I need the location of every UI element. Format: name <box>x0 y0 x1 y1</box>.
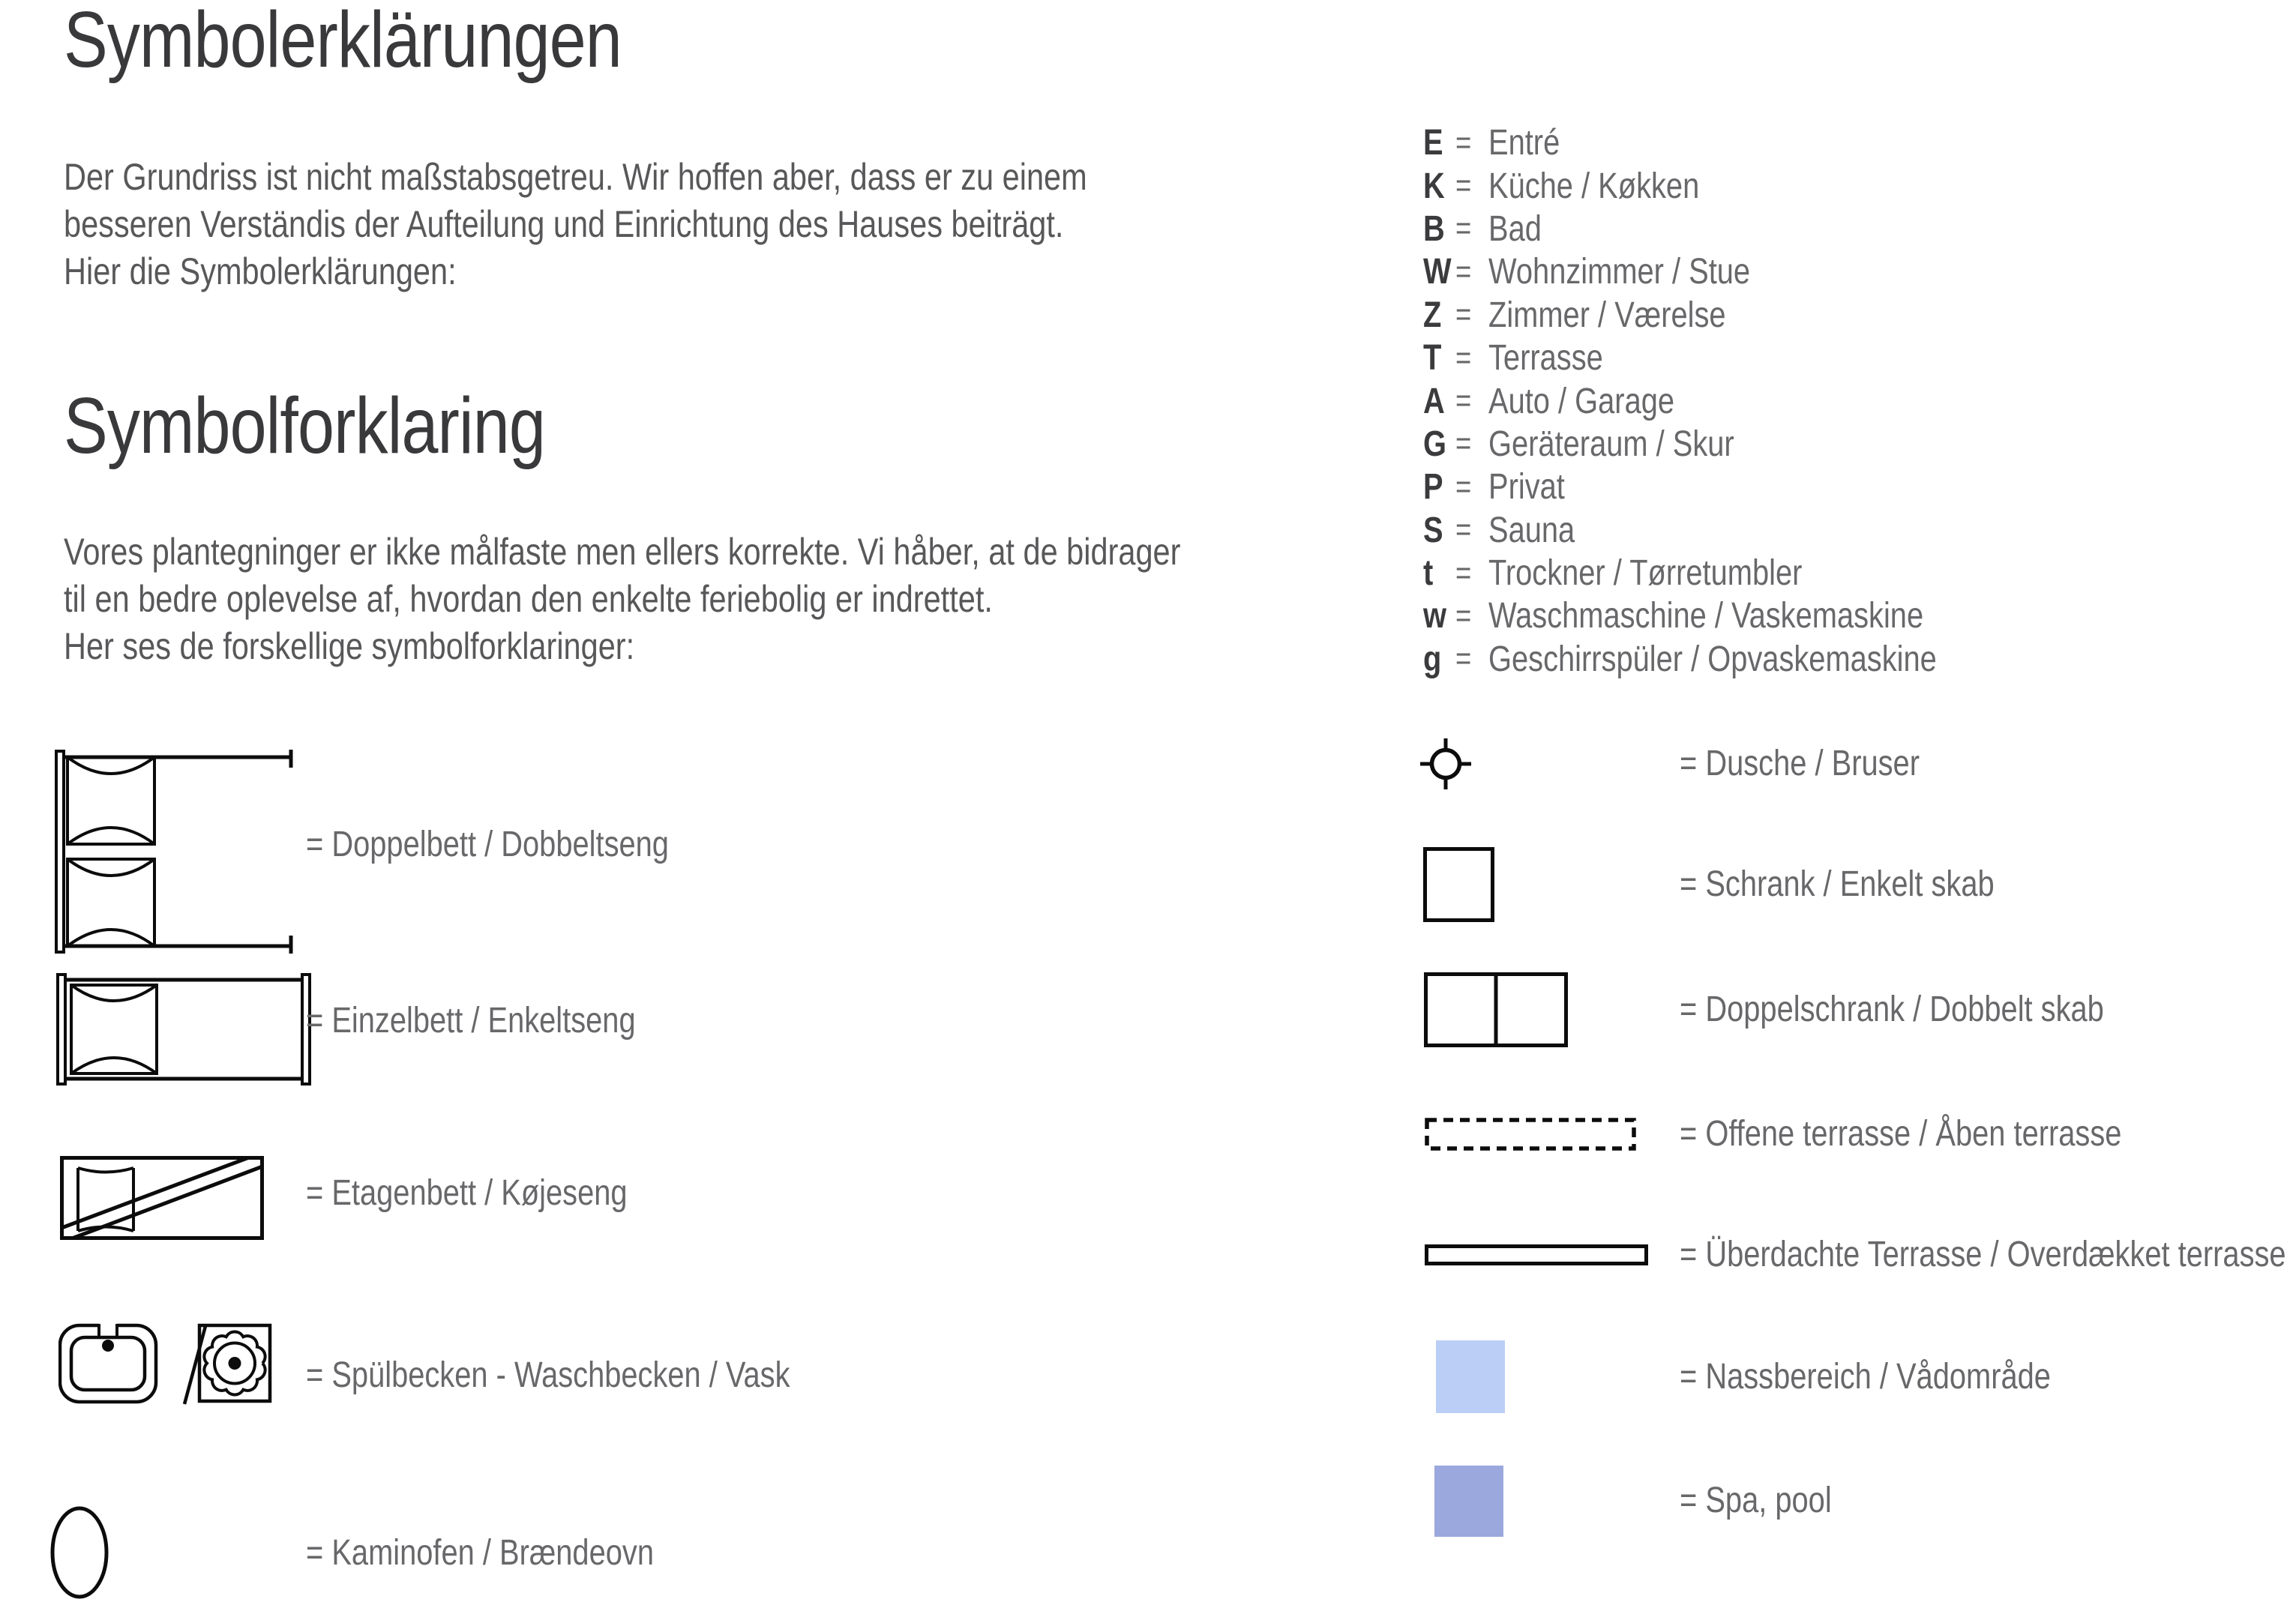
letter-row-w: w = Waschmaschine / Vaskemaskine <box>1423 596 1924 636</box>
letter-row-Z: Z = Zimmer / Værelse <box>1423 295 1726 335</box>
sink-washbasin-label: = Spülbecken - Waschbecken / Vask <box>306 1355 790 1395</box>
double-bed-icon <box>54 750 295 954</box>
letter-row-K: K = Küche / Køkken <box>1423 166 1700 206</box>
double-wardrobe-icon <box>1424 972 1568 1047</box>
letter-row-t: t = Trockner / Tørretumbler <box>1423 553 1803 594</box>
shower-icon <box>1419 738 1472 790</box>
double-bed-label: = Doppelbett / Dobbeltseng <box>306 825 669 864</box>
bunk-bed-label: = Etagenbett / Køjeseng <box>306 1173 628 1213</box>
double-wardrobe-label: = Doppelschrank / Dobbelt skab <box>1680 990 2104 1029</box>
wood-stove-icon <box>46 1505 112 1600</box>
shower-label: = Dusche / Bruser <box>1680 744 1920 783</box>
letter-row-S: S = Sauna <box>1423 510 1575 550</box>
letter-row-E: E = Entré <box>1423 123 1560 163</box>
wet-area-swatch <box>1436 1340 1505 1413</box>
covered-terrace-icon <box>1425 1244 1648 1265</box>
covered-terrace-label: = Überdachte Terrasse / Overdækket terrasse <box>1680 1235 2286 1274</box>
single-bed-label: = Einzelbett / Enkeltseng <box>306 1001 636 1041</box>
letter-row-A: A = Auto / Garage <box>1423 381 1675 421</box>
letter-row-W: W = Wohnzimmer / Stue <box>1423 252 1751 292</box>
wet-area-label: = Nassbereich / Vådområde <box>1680 1357 2051 1397</box>
page-title-danish: Symbolforklaring <box>64 382 545 470</box>
open-terrace-icon <box>1425 1118 1636 1151</box>
intro-paragraph-german: Der Grundriss ist nicht maßstabsgetreu. Wir hoffen aber, dass er zu einem besseren Verständis der Aufteilung und Einrichtung des Hauses beiträgt. Hier die Symbolerklärungen: <box>64 156 1087 292</box>
open-terrace-label: = Offene terrasse / Åben terrasse <box>1680 1114 2122 1154</box>
spa-pool-swatch <box>1434 1466 1503 1537</box>
page-title-german: Symbolerklärungen <box>64 0 622 84</box>
letter-row-P: P = Privat <box>1423 467 1565 508</box>
letter-row-T: T = Terrasse <box>1423 338 1603 379</box>
single-wardrobe-icon <box>1423 847 1494 922</box>
sink-washbasin-icon <box>58 1323 298 1407</box>
single-bed-icon <box>56 973 311 1085</box>
letter-row-G: G = Geräteraum / Skur <box>1423 424 1734 464</box>
letter-legend <box>1423 121 2028 681</box>
single-wardrobe-label: = Schrank / Enkelt skab <box>1680 864 1995 904</box>
spa-pool-label: = Spa, pool <box>1680 1481 1832 1520</box>
bunk-bed-icon <box>60 1156 264 1240</box>
letter-row-B: B = Bad <box>1423 208 1542 249</box>
letter-row-g: g = Geschirrspüler / Opvaskemaskine <box>1423 639 1937 679</box>
wood-stove-label: = Kaminofen / Brændeovn <box>306 1533 654 1573</box>
intro-paragraph-danish: Vores plantegninger er ikke målfaste men ellers korrekte. Vi håber, at de bidrager til en bedre oplevelse af, hvordan den enkelte feriebolig er indrettet. Her ses de forskellige symbolforklaringer: <box>64 531 1181 667</box>
